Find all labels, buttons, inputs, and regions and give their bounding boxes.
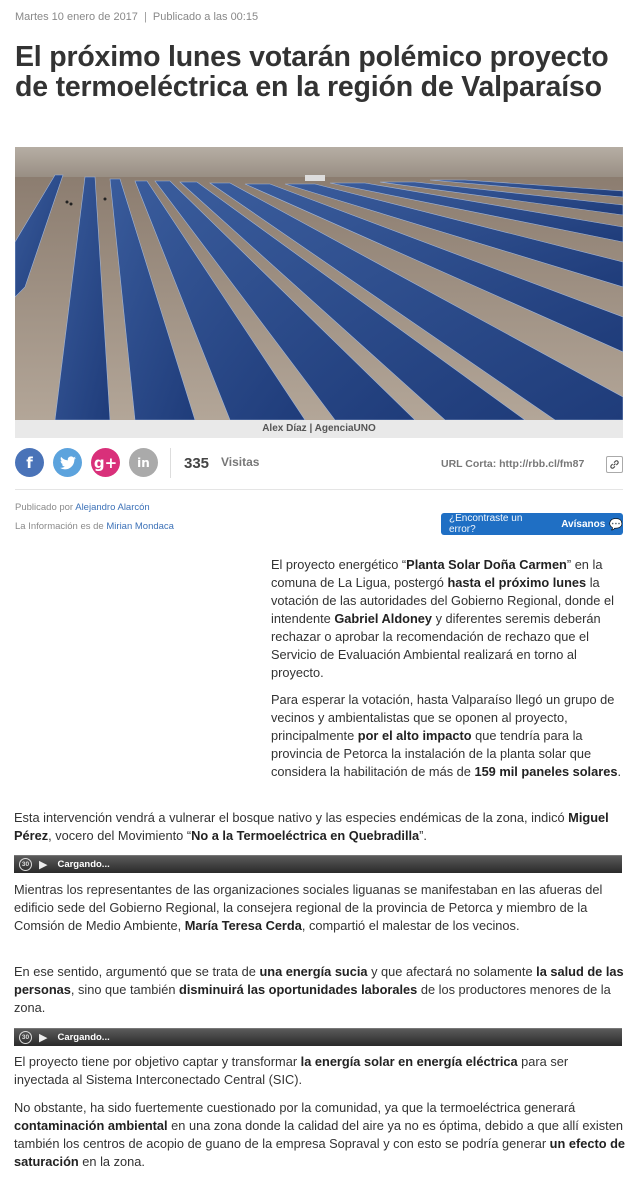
rewind-30-icon[interactable]: 30 — [19, 1031, 32, 1044]
bold-text: la salud de las personas — [14, 964, 624, 997]
share-bar — [15, 448, 158, 477]
chat-bubble-icon: 💬 — [609, 518, 623, 531]
link-icon — [609, 459, 620, 470]
bold-text: contaminación ambiental — [14, 1118, 168, 1133]
bold-text: Planta Solar Doña Carmen — [406, 557, 567, 572]
play-icon[interactable]: ▶ — [39, 1032, 48, 1044]
publish-time: Publicado a las 00:15 — [152, 11, 259, 23]
bold-text: disminuirá las oportunidades laborales — [179, 982, 418, 997]
article-paragraph: El proyecto tiene por objetivo captar y transformar la energía solar en energía eléctrica para ser inyectada al Sistema Interconectado Central (SIC). — [14, 1054, 569, 1087]
meta-separator: | — [143, 11, 147, 23]
facebook-icon: f — [26, 453, 33, 472]
linkedin-share-button[interactable] — [129, 448, 158, 477]
play-icon[interactable]: ▶ — [39, 859, 48, 871]
divider — [170, 448, 171, 478]
article-photo — [15, 147, 623, 420]
photo-caption: Alex Díaz | AgenciaUNO — [15, 420, 623, 438]
article-paragraph: En ese sentido, argumentó que se trata de una energía sucia y que afectará no solamente la salud de las personas, sino que también disminuirá las oportunidades laborales de los productores menores de la zona. — [14, 964, 624, 1015]
bold-text: Miguel Pérez — [14, 810, 609, 843]
separator-line — [15, 489, 623, 490]
report-error-button[interactable] — [441, 513, 623, 535]
twitter-share-button[interactable] — [53, 448, 82, 477]
googleplus-share-button[interactable] — [91, 448, 120, 477]
audio-player[interactable] — [14, 1028, 622, 1046]
bold-text: María Teresa Cerda — [184, 918, 302, 933]
article-meta — [15, 11, 258, 23]
rewind-30-icon[interactable]: 30 — [19, 858, 32, 871]
article-paragraph: Para esperar la votación, hasta Valparaíso llegó un grupo de vecinos y ambientalistas que se oponen al proyecto, principalmente por el alto impacto que tendría para la provincia de Petorca la instalación de la planta solar que considera la habilitación de más de 159 mil paneles solares. — [271, 692, 621, 779]
article-paragraph: No obstante, ha sido fuertemente cuestionado por la comunidad, ya que la termoeléctrica generará contaminación ambiental en una zona donde la calidad del aire ya no es óptima, debido a que allí existen también los centros de acopio de guano de la empresa Sopraval y con esto se podría generar un efecto de saturación en la zona. — [14, 1100, 626, 1169]
visits-label: Visitas — [221, 455, 260, 469]
bold-text: 159 mil paneles solares — [474, 764, 618, 779]
bold-text: la energía solar en energía eléctrica — [300, 1054, 518, 1069]
linkedin-icon: in — [137, 455, 150, 470]
bold-text: una energía sucia — [259, 964, 368, 979]
report-cta: Avísanos — [561, 518, 606, 530]
twitter-icon — [60, 456, 76, 470]
article-paragraph: El proyecto energético “Planta Solar Doña Carmen” en la comuna de La Ligua, postergó hasta el próximo lunes la votación de las autoridades del Gobierno Regional, donde el intendente Gabriel Aldoney y diferentes seremis deberán rechazar o aprobar la recomendación de rechazo que el Servicio de Evaluación Ambiental realizará en torno al proyecto. — [271, 557, 614, 680]
article-paragraph: Esta intervención vendrá a vulnerar el bosque nativo y las especies endémicas de la zona, indicó Miguel Pérez, vocero del Movimiento “No a la Termoeléctrica en Quebradilla”. — [14, 810, 609, 843]
info-source-label: La Información es de — [15, 521, 104, 532]
bold-text: hasta el próximo lunes — [447, 575, 587, 590]
facebook-share-button[interactable] — [15, 448, 44, 477]
author-link[interactable]: Alejandro Alarcón — [75, 502, 150, 513]
player-status: Cargando... — [57, 859, 110, 870]
source-link[interactable]: Mirian Mondaca — [106, 521, 174, 532]
published-by-label: Publicado por — [15, 502, 74, 513]
report-question: ¿Encontraste un error? — [449, 513, 523, 535]
audio-player[interactable] — [14, 855, 622, 873]
article-title: El próximo lunes votarán polémico proyecto de termoeléctrica en la región de Valparaíso — [15, 41, 609, 103]
bold-text: por el alto impacto — [357, 728, 472, 743]
visits-count: 335 — [184, 455, 210, 472]
byline-source — [15, 521, 174, 532]
short-url[interactable]: URL Corta: http://rbb.cl/fm87 — [441, 458, 585, 470]
solar-panels-image — [15, 147, 623, 420]
byline-author — [15, 502, 150, 513]
bold-text: No a la Termoeléctrica en Quebradilla — [191, 828, 420, 843]
bold-text: un efecto de saturación — [14, 1136, 626, 1169]
player-status: Cargando... — [57, 1032, 110, 1043]
googleplus-icon: g+ — [93, 453, 118, 472]
publish-date: Martes 10 enero de 2017 — [15, 11, 138, 23]
bold-text: Gabriel Aldoney — [334, 611, 433, 626]
article-paragraph: Mientras los representantes de las organizaciones sociales liguanas se manifestaban en las afueras del edificio sede del Gobierno Regional, la consejera regional de la provincia de Petorca y miembro de la Comsión de Medio Ambiente, María Teresa Cerda, compartió el malestar de los vecinos. — [14, 882, 603, 933]
copy-link-icon[interactable] — [606, 456, 623, 473]
